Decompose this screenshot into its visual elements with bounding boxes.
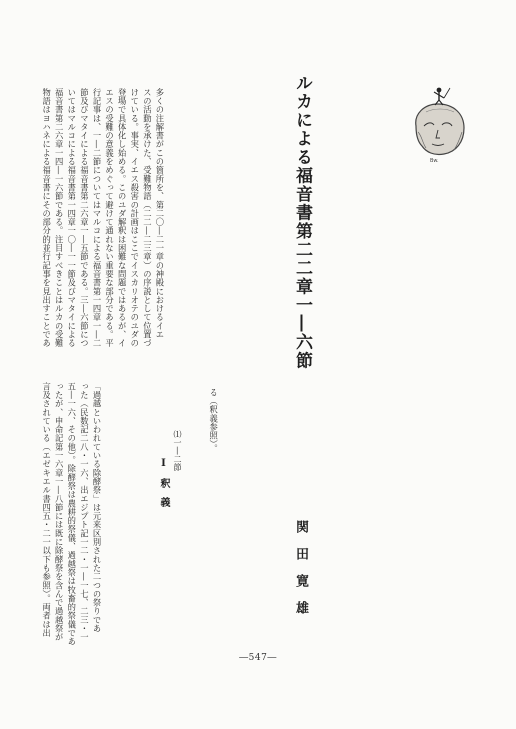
page-number: ―547― xyxy=(239,653,277,663)
figure-caption: Bw. xyxy=(430,158,439,164)
text-line: 節及びマタイによる福音書第二六章一―五節である。三―六節につ xyxy=(79,88,90,348)
text-line: 福音書第二六章一四―一六節である。注目すべきことはルカの受難 xyxy=(54,88,65,348)
woodcut-figure xyxy=(404,86,474,158)
text-line: 言及されている（エゼキエル書四五・二一以下も参照）。両者は出 xyxy=(41,382,52,638)
section-heading: Ⅰ釈義 xyxy=(158,458,169,516)
text-line: った（民数記二八・一六、出エジプト記一二・一―一七、二三・一 xyxy=(79,382,90,642)
author-name: 関田寛雄 xyxy=(293,520,308,628)
upper-body-text xyxy=(40,88,166,384)
text-line: 登場で具体化し始める。このユダ解釈は困難な問題ではあるが、イ xyxy=(117,88,128,348)
text-line: ったが、申命記第一六章一―八節には既に除酵祭を含んで過越祭が xyxy=(54,382,65,642)
article-title: ルカによる福音書第二二章一―六節 xyxy=(292,74,312,370)
text-line: エスの受難の意義をめぐって避けて通れない重要な部分である。平 xyxy=(104,88,115,348)
continuation-line: る（釈義参照）。 xyxy=(208,388,219,454)
text-line: スの活動を承けた、受難物語（二二―二三章）の序説として位置づ xyxy=(142,88,153,348)
text-line: 多くの注解書がこの箇所を、第二〇―二一章の神殿におけるイエ xyxy=(154,88,165,339)
text-line: 五―一六、その他）。除酵祭は農耕的祭儀、過越祭は牧畜的祭儀であ xyxy=(66,382,77,646)
text-line: 行記事は、一―二節についてはマルコによる福音書第一四章一―二 xyxy=(91,88,102,348)
lower-body-text xyxy=(40,382,103,646)
verse-reference: ⑴一―二節 xyxy=(173,430,182,472)
text-line: けている。事実、イエス殺害の計画はここでイスカリオテのユダの xyxy=(129,88,140,348)
head-figure-illustration xyxy=(404,86,474,158)
text-line: 「過越といわれている除酵祭」は元来区別された二つの祭りであ xyxy=(91,382,102,633)
text-line: いてはマルコによる福音書第一四章一〇―一一節及びマタイによる xyxy=(66,88,77,348)
text-line: 物語はヨハネによる福音書にその部分的並行記事を見出すことであ xyxy=(41,88,52,348)
